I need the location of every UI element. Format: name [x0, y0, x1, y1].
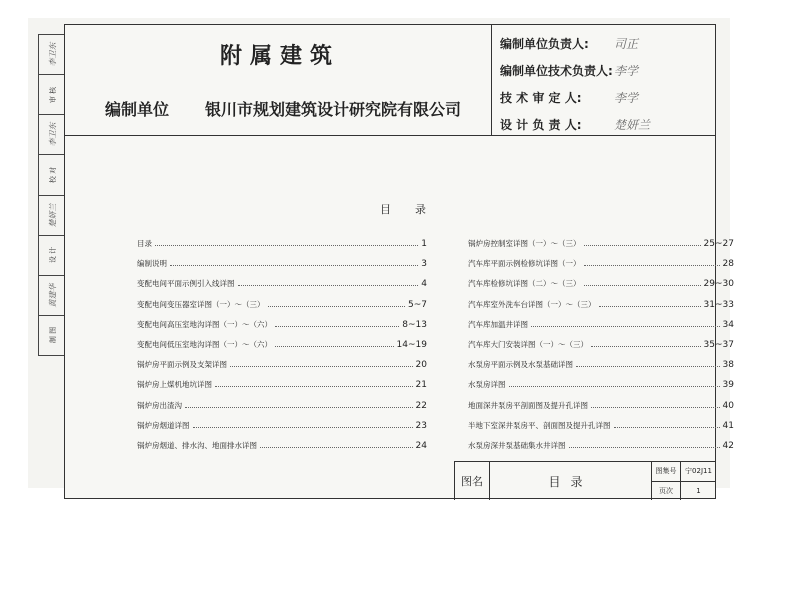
page-number-row	[652, 481, 716, 501]
toc-entry	[137, 233, 427, 249]
toc-entry-leader	[268, 306, 406, 307]
toc-entry-leader	[238, 285, 419, 286]
strip-designer-sign: 楚妍兰	[48, 203, 58, 228]
toc-entry	[137, 395, 427, 411]
toc-entry-leader	[584, 265, 720, 266]
toc-entry-title: 水泵房详图	[468, 380, 506, 390]
toc-entry-page: 34	[722, 319, 734, 330]
toc-entry-title: 汽车库加温井详图	[468, 319, 528, 329]
toc-entry-leader	[275, 346, 394, 347]
toc-entry-leader	[614, 427, 720, 428]
toc-entry-leader	[260, 447, 413, 448]
toc-entry-page: 25~27	[703, 239, 734, 249]
toc-entry-page: 40	[722, 400, 734, 411]
resp-signature: 司正	[614, 37, 639, 51]
strip-check-label: 校 对	[48, 166, 57, 184]
toc-entry-page: 24	[415, 440, 427, 451]
toc-entry	[137, 374, 427, 390]
toc-entry-leader	[591, 346, 701, 347]
toc-entry-title: 汽车库检修坑详图（二）～（三）	[468, 279, 581, 289]
strip-checker-sign: 李卫东	[48, 122, 58, 147]
toc-entry-page: 14~19	[396, 339, 427, 350]
toc-entry	[468, 374, 734, 390]
toc-entry-page: 31~33	[703, 299, 734, 310]
toc-entry-title: 变配电间变压器室详图（一）～（三）	[137, 299, 265, 309]
resp-role: 编制单位技术负责人:	[500, 64, 613, 78]
toc-entry	[137, 273, 427, 289]
toc-entry-leader	[155, 245, 418, 246]
resp-row	[492, 112, 716, 137]
org-name: 银川市规划建筑设计研究院有限公司	[205, 100, 462, 119]
page-number-value: 1	[696, 486, 701, 495]
toc-entry	[137, 314, 427, 330]
title-block	[454, 461, 716, 500]
toc-entry-title: 编制说明	[137, 259, 167, 269]
strip-reviewer-sign: 李卫东	[48, 42, 58, 67]
toc-entry	[137, 334, 427, 350]
toc-entry-title: 锅炉房烟道详图	[137, 420, 190, 430]
toc-entry	[468, 273, 734, 289]
toc-entry-page: 38	[722, 360, 734, 371]
org-label: 编制单位	[105, 100, 170, 119]
toc-entry-page: 4	[421, 279, 427, 290]
resp-row	[492, 85, 716, 110]
toc-entry	[468, 314, 734, 330]
toc-entry-page: 42	[722, 440, 734, 451]
toc-entry-title: 锅炉房控制室详图（一）～（三）	[468, 239, 581, 248]
responsibility-panel	[491, 25, 716, 135]
strip-draw-label: 制 图	[48, 327, 57, 344]
resp-signature: 李学	[614, 91, 639, 105]
toc-entry	[468, 395, 734, 411]
atlas-number-value: 宁02J11	[685, 467, 712, 476]
toc-entry-leader	[591, 407, 720, 408]
toc-entry-page: 28	[722, 259, 734, 270]
toc-entry-page: 21	[415, 380, 427, 391]
toc-entry	[468, 415, 734, 431]
atlas-number-row	[652, 462, 716, 481]
page-number-key: 页次	[652, 482, 681, 501]
toc-entry-leader	[275, 326, 399, 327]
toc-entry-leader	[584, 245, 701, 246]
toc-entry-title: 半地下室深井泵房平、剖面图及提升孔详图	[468, 420, 611, 430]
toc-entry	[137, 354, 427, 370]
toc-entry-title: 汽车库平面示例检修坑详图（一）	[468, 259, 581, 269]
resp-row	[492, 58, 716, 83]
toc-entry-leader	[599, 306, 701, 307]
toc-entry-leader	[584, 285, 701, 286]
toc-entry	[468, 253, 734, 269]
toc-entry-title: 汽车库大门安装详图（一）～（三）	[468, 339, 588, 349]
toc-entry-leader	[170, 265, 418, 266]
toc-entry-leader	[185, 407, 413, 408]
toc-entry-title: 地面深井泵房平剖面图及提升孔详图	[468, 400, 588, 410]
toc-entry-page: 22	[415, 400, 427, 411]
drawing-sheet	[28, 18, 734, 495]
toc-entry-leader	[576, 366, 720, 367]
toc-entry-page: 39	[722, 380, 734, 391]
resp-row	[492, 31, 716, 56]
toc-entry-page: 41	[722, 420, 734, 431]
page-title: 附属建筑	[220, 44, 341, 69]
toc-entry-leader	[193, 427, 413, 428]
toc-entry-page: 5~7	[408, 299, 427, 310]
drawing-frame	[64, 24, 734, 499]
toc-entry-leader	[531, 326, 720, 327]
toc-entry-title: 变配电间低压室地沟详图（一）～（六）	[137, 339, 272, 349]
toc-entry-title: 水泵房深井泵基础集水井详图	[468, 440, 566, 450]
toc-entry	[468, 354, 734, 370]
strip-design-label: 设 计	[48, 247, 57, 264]
toc-title: 目录	[380, 203, 450, 216]
toc-entry-page: 1	[421, 239, 427, 249]
toc-entry	[137, 253, 427, 269]
toc-entry-leader	[230, 366, 413, 367]
toc-entry-page: 35~37	[703, 339, 734, 350]
toc-entry-leader	[569, 447, 720, 448]
resp-signature: 楚妍兰	[614, 118, 651, 132]
atlas-number-key: 图集号	[652, 462, 681, 481]
toc-entry	[468, 435, 734, 451]
strip-drafter-sign: 黄建华	[48, 283, 58, 308]
toc-entry	[468, 334, 734, 350]
toc-entry-leader	[215, 386, 413, 387]
toc-entry-title: 锅炉房上煤机地坑详图	[137, 380, 212, 390]
toc-entry-title: 变配电间高压室地沟详图（一）～（六）	[137, 319, 272, 329]
title-block-label: 图名	[455, 462, 490, 500]
toc-entry	[137, 435, 427, 451]
toc-entry-leader	[509, 386, 720, 387]
header-block	[65, 25, 715, 136]
resp-role: 设 计 负 责 人:	[500, 118, 582, 132]
strip-review-label: 审 核	[48, 86, 57, 103]
toc-entry-page: 29~30	[703, 279, 734, 290]
toc-right-column	[468, 233, 734, 455]
resp-role: 技 术 审 定 人:	[500, 91, 582, 105]
toc-entry	[137, 415, 427, 431]
toc-entry-title: 水泵房平面示例及水泵基础详图	[468, 360, 573, 370]
toc-entry-page: 20	[415, 360, 427, 371]
toc-entry	[468, 294, 734, 310]
toc-entry-title: 锅炉房平面示例及支架详图	[137, 360, 227, 370]
resp-role: 编制单位负责人:	[500, 37, 589, 51]
toc-entry	[137, 294, 427, 310]
toc-entry	[468, 233, 734, 249]
toc-left-column	[137, 233, 427, 455]
toc-entry-title: 变配电间平面示例引入线详图	[137, 279, 235, 289]
toc-entry-page: 23	[415, 420, 427, 431]
toc-entry-page: 3	[421, 259, 427, 270]
title-block-title: 目录	[490, 462, 652, 500]
toc-entry-title: 汽车库室外洗车台详图（一）～（三）	[468, 299, 596, 309]
toc-entry-title: 目录	[137, 239, 152, 248]
toc-entry-title: 锅炉房出渣沟	[137, 400, 182, 410]
title-block-meta	[652, 462, 716, 500]
toc-entry-title: 锅炉房烟道、排水沟、地面排水详图	[137, 440, 257, 450]
toc-entry-page: 8~13	[402, 319, 427, 330]
resp-signature: 李学	[614, 64, 639, 78]
